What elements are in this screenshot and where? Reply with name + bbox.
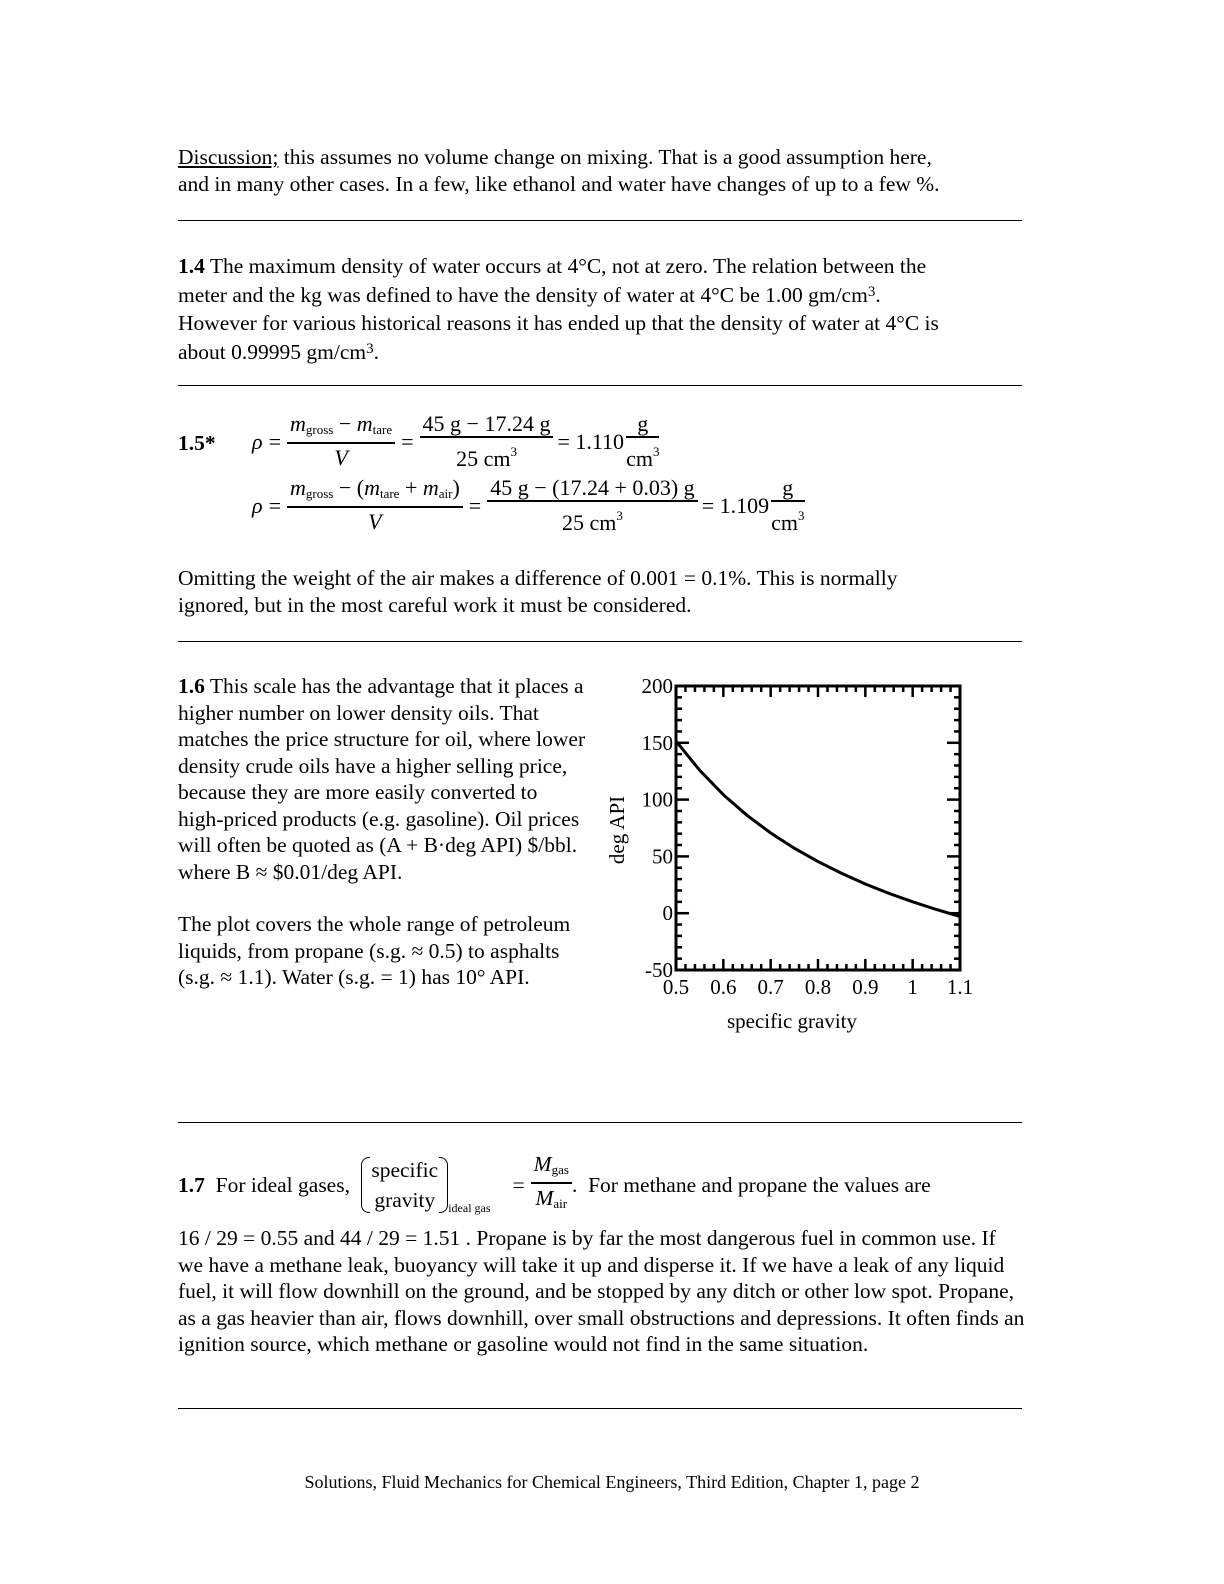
fraction: $\frac{m_{gross} - (m_{tare} + m_{air})}{V}$: [287, 476, 463, 536]
chart-svg: [596, 668, 996, 1038]
section-divider: [178, 641, 1022, 642]
problem-1-6-text: 1.6 This scale has the advantage that it places a higher number on lower density oils. That matches the price structure for oil, where lower density crude oils have a higher selling price, because they are more easily converted to high-priced products (e.g. gasoline). Oil prices will often be quoted as (A + B·deg API) $/bbl. where B ≈ $0.01/deg API. The plot covers the whole range of petroleum liquids, from propane (s.g. ≈ 0.5) to asphalts (s.g. ≈ 1.1). Water (s.g. = 1) has 10° API.: [178, 674, 586, 989]
section-divider: [178, 220, 1022, 221]
svg-text:0.8: 0.8: [804, 975, 832, 999]
molar-mass-fraction: $\frac{M_{gas}}{M_{air}}$: [531, 1152, 572, 1218]
svg-text:1: 1: [907, 975, 918, 999]
plot-frame: [676, 686, 960, 970]
svg-text:1.1: 1.1: [946, 975, 974, 999]
svg-text:100: 100: [641, 787, 673, 812]
problem-1-4: 1.4 The maximum density of water occurs at 4°C, not at zero. The relation between the meter and the kg was defined to have the density of water at 4°C be 1.00 $gm/cm^3$. However for various historical reasons it has ended up that the density of water at 4°C is about 0.99995 $gm/cm^3$.: [178, 254, 939, 364]
data-line: [676, 741, 960, 916]
problem-1-7-heading: 1.7 For ideal gases, specific gravity ideal gas = $\frac{M_{gas}}{M_{air}}$ . For methane and propane the values are: [178, 1150, 931, 1220]
section-divider: [178, 385, 1022, 386]
svg-text:200: 200: [641, 674, 673, 698]
unit-fraction: $\frac{g}{cm^3}$: [771, 474, 805, 535]
fraction: $\frac{45 g - (17.24 + 0.03) g}{25 cm^3}$: [487, 476, 697, 537]
density-equation-1: ρ = $\frac{m_{gross} - m_{tare}}{V}$ = $\frac{45 g - 17.24 g}{25 cm^3}$ = 1.110 $\frac{g}{cm^3}$: [252, 410, 660, 471]
unit-fraction: $\frac{g}{cm^3}$: [626, 410, 660, 471]
api-gravity-chart: [596, 668, 996, 1038]
discussion-label: Discussion;: [178, 145, 279, 169]
section-divider: [178, 1408, 1022, 1409]
problem-1-7-body: 16 / 29 = 0.55 and 44 / 29 = 1.51 . Propane is by far the most dangerous fuel in common use. If we have a methane leak, buoyancy will take it up and disperse it. If we have a leak of any liquid fuel, it will flow downhill on the ground, and be stopped by any ditch or other low spot. Propane, as a gas heavier than air, flows downhill, over small obstructions and depressions. It often finds an ignition source, which methane or gasoline would not find in the same situation.: [178, 1226, 1025, 1356]
specific-gravity-paren: specific gravity: [361, 1155, 448, 1215]
problem-number: 1.7: [178, 1172, 205, 1197]
problem-number: 1.6: [178, 674, 205, 698]
y-axis-label: deg API: [605, 795, 629, 865]
svg-text:0.6: 0.6: [710, 975, 737, 999]
density-equation-2: ρ = $\frac{m_{gross} - (m_{tare} + m_{air})}{V}$ = $\frac{45 g - (17.24 + 0.03) g}{25 cm^3}$ = 1.109 $\frac{g}{cm^3}$: [252, 474, 805, 535]
problem-1-5-number: 1.5*: [178, 431, 216, 455]
x-axis-label: specific gravity: [726, 1009, 858, 1033]
svg-text:50: 50: [652, 844, 673, 869]
svg-text:0.5: 0.5: [662, 975, 690, 999]
svg-text:0.7: 0.7: [757, 975, 784, 999]
svg-text:0: 0: [662, 901, 673, 926]
fraction: $\frac{45 g - 17.24 g}{25 cm^3}$: [420, 412, 554, 473]
discussion-paragraph: Discussion; this assumes no volume change on mixing. That is a good assumption here, and in many other cases. In a few, like ethanol and water have changes of up to a few %.: [178, 145, 940, 196]
svg-text:150: 150: [641, 730, 673, 755]
fraction: $\frac{m_{gross} - m_{tare}}{V}$: [287, 412, 395, 472]
problem-1-5-note: Omitting the weight of the air makes a difference of 0.001 = 0.1%. This is normally ignored, but in the most careful work it must be considered.: [178, 566, 898, 617]
svg-text:0.9: 0.9: [852, 975, 879, 999]
section-divider: [178, 1122, 1022, 1123]
svg-text:-50: -50: [645, 958, 673, 982]
problem-number: 1.4: [178, 254, 205, 278]
page-footer: Solutions, Fluid Mechanics for Chemical Engineers, Third Edition, Chapter 1, page 2: [304, 1472, 920, 1492]
